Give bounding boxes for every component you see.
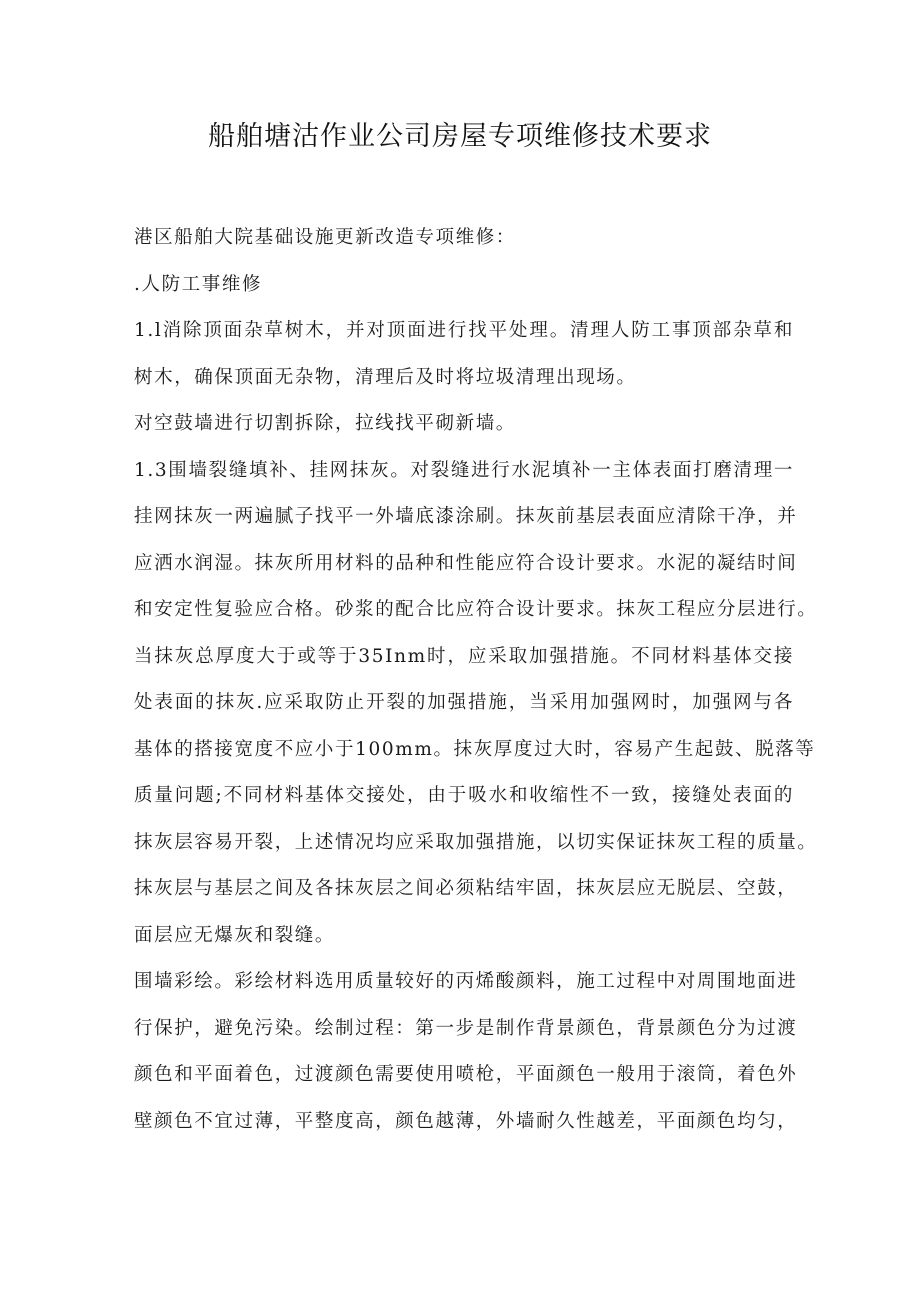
document-body	[134, 222, 818, 1152]
paragraph-line: 1.3围墙裂缝填补、挂网抹灰。对裂缝进行水泥填补一主体表面打磨清理一	[134, 459, 794, 481]
paragraph-line: 港区船舶大院基础设施更新改造专项维修：	[134, 227, 516, 248]
paragraph-line: 基体的搭接宽度不应小于100mm。抹灰厚度过大时，容易产生起鼓、脱落等	[134, 738, 816, 760]
paragraph-line: 树木，确保顶面无杂物，清理后及时将垃圾清理出现场。	[134, 366, 637, 388]
document-title: 船舶塘沽作业公司房屋专项维修技术要求	[208, 121, 712, 152]
paragraph-line: 1.l消除顶面杂草树木，并对顶面进行找平处理。清理人防工事顶部杂草和	[134, 320, 794, 341]
paragraph-line: 行保护，避免污染。绘制过程：第一步是制作背景颜色，背景颜色分为过渡	[134, 1017, 798, 1039]
paragraph-line: 应洒水润湿。抹灰所用材料的品种和性能应符合设计要求。水泥的凝结时间	[134, 552, 798, 574]
paragraph-line: 当抹灰总厚度大于或等于35Inm时，应采取加强措施。不同材料基体交接	[134, 645, 794, 667]
paragraph-line: 颜色和平面着色，过渡颜色需要使用喷枪，平面颜色一般用于滚筒，着色外	[134, 1064, 798, 1085]
paragraph-line: 面层应无爆灰和裂缝。	[134, 924, 336, 946]
paragraph-line: 处表面的抹灰.应采取防止开裂的加强措施，当采用加强网时，加强网与各	[134, 692, 794, 713]
paragraph-line: 抹灰层与基层之间及各抹灰层之间必须粘结牢固，抹灰层应无脱层、空鼓，	[134, 878, 798, 899]
paragraph-line: 壁颜色不宜过薄，平整度高，颜色越薄，外墙耐久性越差，平面颜色均匀，	[134, 1110, 798, 1132]
paragraph-line: .人防工事维修	[134, 273, 263, 295]
paragraph-line: 挂网抹灰一两遍腻子找平一外墙底漆涂刷。抹灰前基层表面应清除干净，并	[134, 506, 798, 527]
paragraph-line: 围墙彩绘。彩绘材料选用质量较好的丙烯酸颜料，施工过程中对周围地面进	[134, 971, 798, 992]
paragraph-line: 抹灰层容易开裂，上述情况均应采取加强措施，以切实保证抹灰工程的质量。	[134, 831, 818, 853]
paragraph-line: 对空鼓墙进行切割拆除，拉线找平砌新墙。	[134, 413, 516, 434]
paragraph-line: 质量问题;不同材料基体交接处，由于吸水和收缩性不一致，接缝处表面的	[134, 785, 794, 806]
paragraph-line: 和安定性复验应合格。砂浆的配合比应符合设计要求。抹灰工程应分层进行。	[134, 599, 818, 620]
